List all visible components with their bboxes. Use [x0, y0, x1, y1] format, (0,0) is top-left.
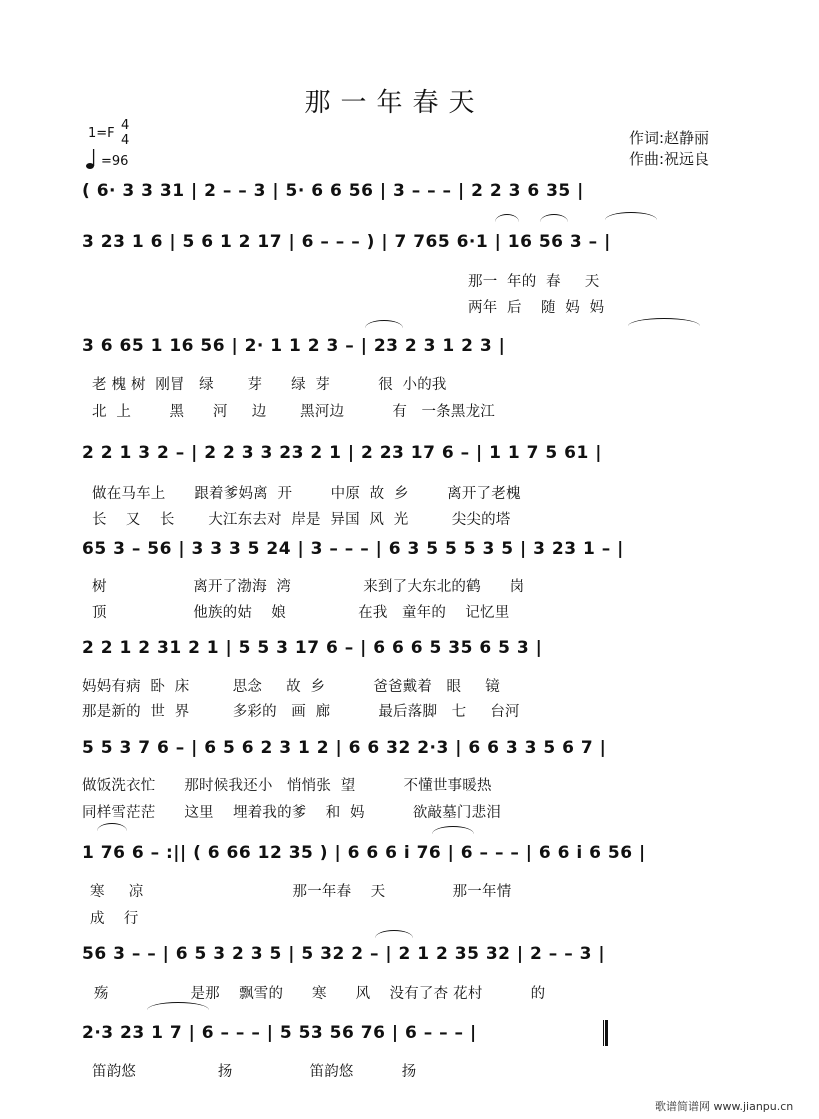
time-signature	[121, 118, 129, 148]
final-barline	[603, 1020, 608, 1046]
key-signature: 1=F	[88, 126, 115, 141]
score-row-3: 3 6 65 1 16 56 | 2· 1 1 2 3 – | 23 2 3 1 2 3 |	[82, 336, 506, 356]
lyric-row-7-verse-2: 同样雪茫茫 这里 埋着我的爹 和 妈 欲敲墓门悲泪	[82, 805, 502, 821]
watermark: 歌谱简谱网 www.jianpu.cn	[655, 1100, 794, 1113]
lyric-row-3-verse-1: 老 槐 树 刚冒 绿 芽 绿 芽 很 小的我	[92, 377, 447, 393]
lyric-row-5-verse-2: 顶 他族的姑 娘 在我 童年的 记忆里	[92, 605, 510, 621]
slur-mark	[147, 1002, 209, 1010]
slur-mark	[365, 320, 403, 328]
lyric-row-8-verse-2: 成 行	[90, 911, 139, 927]
composer-credit: 作曲:祝远良	[629, 150, 710, 168]
tempo-marking: =96	[101, 154, 129, 169]
score-row-7: 5 5 3 7 6 – | 6 5 6 2 3 1 2 | 6 6 32 2·3 | 6 6 3 3 5 6 7 |	[82, 738, 607, 758]
lyric-row-2-verse-2: 两年 后 随 妈 妈	[468, 300, 605, 316]
score-row-2: 3 23 1 6 | 5 6 1 2 17 | 6 – – – ) | 7 765 6·1 | 16 56 3 – |	[82, 232, 611, 252]
lyric-row-4-verse-2: 长 又 长 大江东去对 岸是 异国 风 光 尖尖的塔	[92, 512, 511, 528]
score-row-9: 56 3 – – | 6 5 3 2 3 5 | 5 32 2 – | 2 1 2 35 32 | 2 – – 3 |	[82, 944, 606, 964]
quarter-note-icon	[86, 148, 96, 170]
slur-mark	[375, 930, 413, 938]
lyric-row-3-verse-2: 北 上 黑 河 边 黑河边 有 一条黑龙江	[92, 404, 495, 420]
lyric-row-7-verse-1: 做饭洗衣忙 那时候我还小 悄悄张 望 不懂世事暖热	[82, 778, 492, 794]
score-row-8: 1 76 6 – :|| ( 6 66 12 35 ) | 6 6 6 i 76 | 6 – – – | 6 6 i 6 56 |	[82, 843, 646, 863]
score-row-6: 2 2 1 2 31 2 1 | 5 5 3 17 6 – | 6 6 6 5 35 6 5 3 |	[82, 638, 543, 658]
lyric-row-6-verse-2: 那是新的 世 界 多彩的 画 廊 最后落脚 七 台河	[82, 704, 520, 720]
slur-mark	[495, 214, 519, 222]
time-sig-bottom: 4	[121, 133, 130, 148]
score-row-4: 2 2 1 3 2 – | 2 2 3 3 23 2 1 | 2 23 17 6 – | 1 1 7 5 61 |	[82, 443, 602, 463]
lyric-row-6-verse-1: 妈妈有病 卧 床 思念 故 乡 爸爸戴着 眼 镜	[82, 679, 500, 695]
slur-mark	[628, 318, 700, 326]
lyric-row-4-verse-1: 做在马车上 跟着爹妈离 开 中原 故 乡 离开了老槐	[92, 486, 521, 502]
time-sig-top: 4	[121, 118, 130, 133]
page-title: 那一年春天	[304, 88, 485, 118]
lyric-row-5-verse-1: 树 离开了渤海 湾 来到了大东北的鹤 岗	[92, 579, 525, 595]
lyricist-credit: 作词:赵静丽	[629, 129, 710, 147]
score-row-10: 2·3 23 1 7 | 6 – – – | 5 53 56 76 | 6 – – – |	[82, 1023, 477, 1043]
slur-mark	[97, 823, 127, 831]
score-row-5: 65 3 – 56 | 3 3 3 5 24 | 3 – – – | 6 3 5 5 5 3 5 | 3 23 1 – |	[82, 539, 624, 559]
lyric-row-10: 笛韵悠 扬 笛韵悠 扬	[92, 1064, 417, 1080]
lyric-row-2-verse-1: 那一 年的 春 天	[468, 274, 600, 290]
slur-mark	[540, 214, 568, 222]
slur-mark	[605, 212, 657, 220]
lyric-row-9: 殇 是那 飘雪的 寒 风 没有了杏 花村 的	[94, 986, 546, 1002]
lyric-row-8-verse-1: 寒 凉 那一年春 天 那一年情	[90, 884, 512, 900]
score-row-1: ( 6· 3 3 31 | 2 – – 3 | 5· 6 6 56 | 3 – – – | 2 2 3 6 35 |	[82, 181, 584, 201]
slur-mark	[432, 826, 474, 834]
credits	[629, 128, 709, 170]
